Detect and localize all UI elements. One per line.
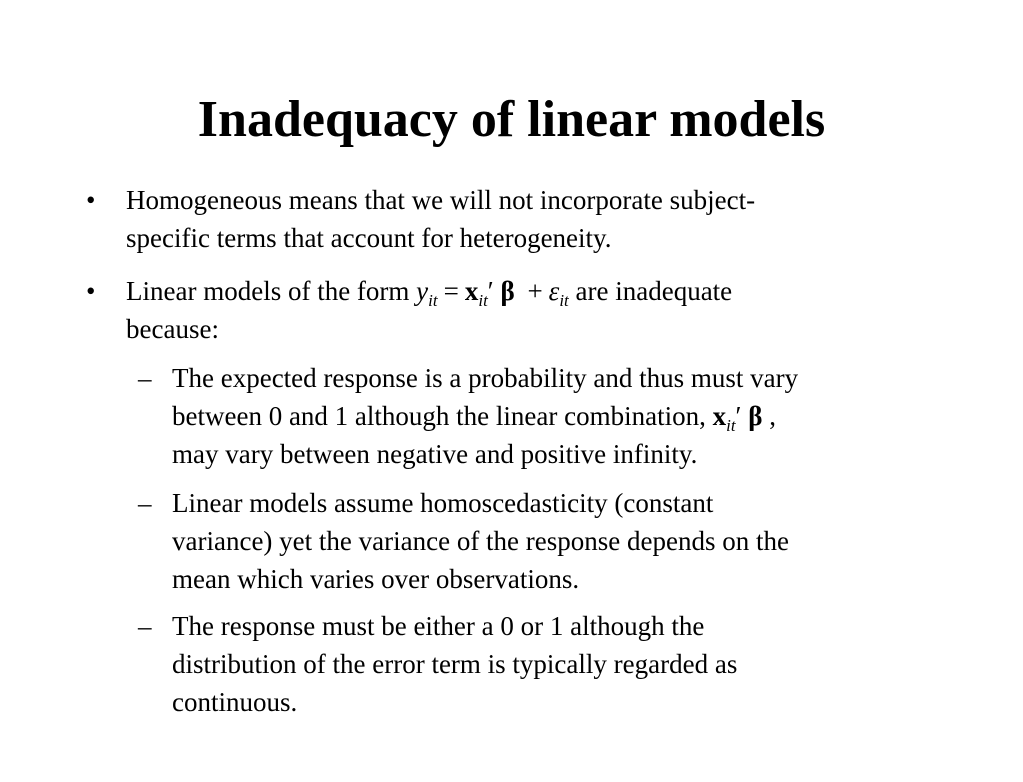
eq-sub-it: it: [428, 291, 438, 310]
subbullet-1-line-2-prefix: between 0 and 1 although the linear combination,: [172, 401, 713, 431]
bullet-1-line-2: specific terms that account for heterogeneity.: [126, 223, 612, 253]
eq-prime: ′: [735, 401, 742, 431]
eq-y: y: [416, 276, 429, 306]
subbullet-2-line-3: mean which varies over observations.: [172, 564, 580, 594]
subbullet-1-line-1: The expected response is a probability and thus must vary: [172, 363, 799, 393]
bullet-2-line-2: because:: [126, 314, 219, 344]
eq-sub-it: it: [478, 291, 488, 310]
bullet-2-prefix: Linear models of the form: [126, 276, 417, 306]
subbullet-marker: –: [138, 611, 152, 641]
subbullet-1-line-2-suffix: ,: [762, 401, 776, 431]
eq-sub-it: it: [726, 416, 736, 435]
bullet-marker: •: [86, 185, 96, 215]
bullet-marker: •: [86, 276, 96, 306]
subbullet-3-line-2: distribution of the error term is typically regarded as: [172, 649, 738, 679]
bullet-1-line-1: Homogeneous means that we will not incorporate subject-: [126, 185, 756, 215]
equation: [416, 276, 569, 310]
eq-epsilon: ε: [548, 276, 560, 306]
subbullet-1-line-2: [172, 397, 776, 435]
subbullet-2-line-1: Linear models assume homoscedasticity (constant: [172, 488, 714, 518]
eq-equals: =: [443, 276, 459, 306]
bullet-2-suffix: are inadequate: [568, 276, 733, 306]
bullet-2-line-1: [126, 272, 732, 310]
eq-beta: β: [500, 276, 515, 306]
eq-plus: +: [527, 276, 543, 306]
subbullet-marker: –: [138, 363, 152, 393]
eq-beta: β: [748, 401, 763, 431]
subbullet-3-line-3: continuous.: [172, 687, 298, 717]
subbullet-1-line-3: may vary between negative and positive infinity.: [172, 439, 698, 469]
subbullet-3-line-1: The response must be either a 0 or 1 although the: [172, 611, 705, 641]
eq-x: x: [712, 401, 727, 431]
eq-sub-it: it: [559, 291, 569, 310]
subbullet-marker: –: [138, 488, 152, 518]
eq-x: x: [464, 276, 479, 306]
eq-prime: ′: [487, 276, 494, 306]
slide-title: Inadequacy of linear models: [197, 91, 826, 148]
subbullet-2-line-2: variance) yet the variance of the response depends on the: [172, 526, 789, 556]
